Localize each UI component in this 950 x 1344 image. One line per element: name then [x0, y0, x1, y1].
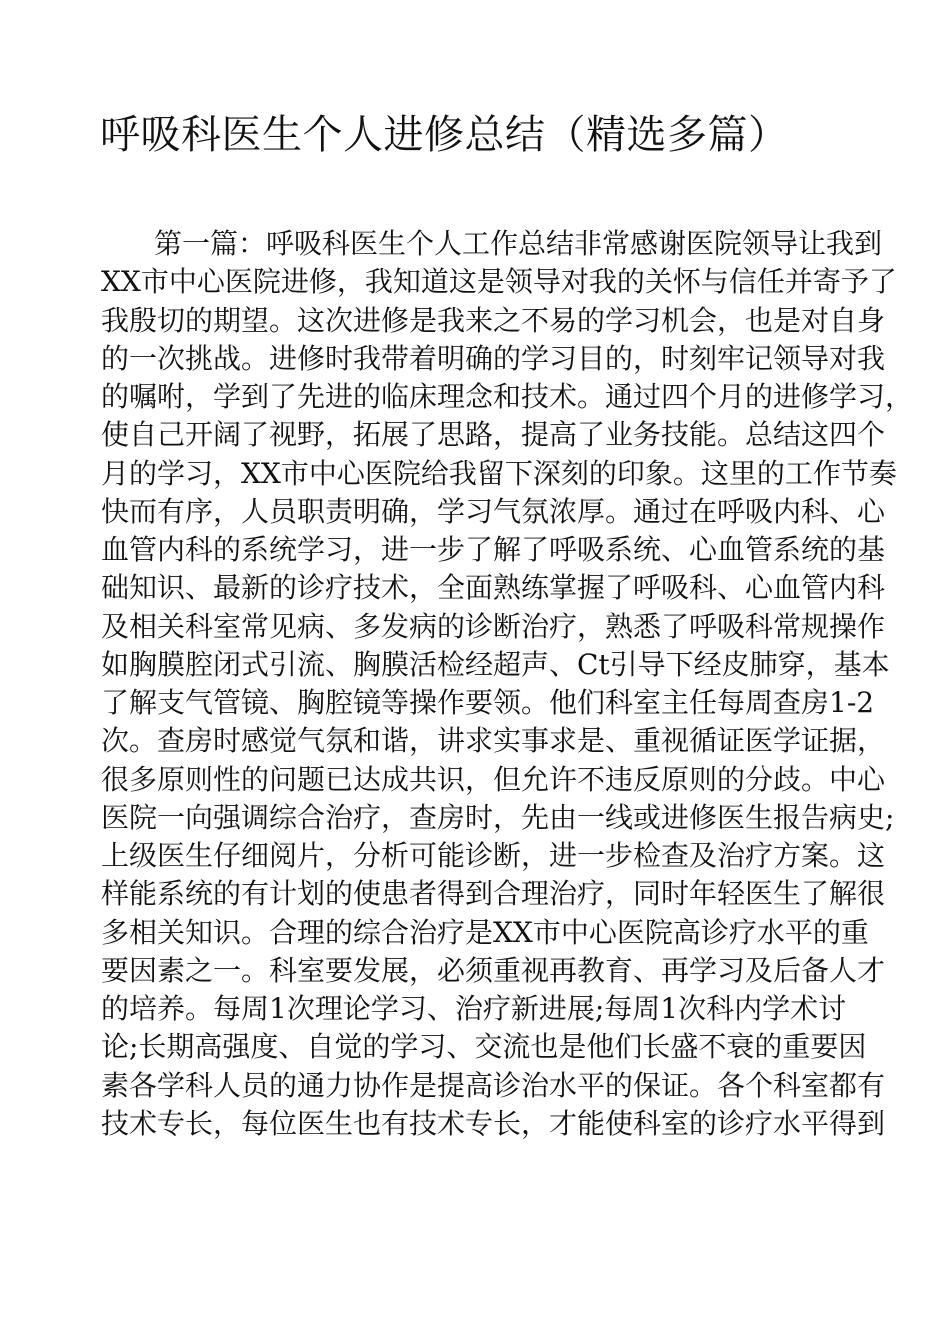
body-line: 上级医生仔细阅片，分析可能诊断，进一步检查及治疗方案。这 — [101, 839, 886, 872]
body-line: XX市中心医院进修，我知道这是领导对我的关怀与信任并寄予了 — [101, 265, 897, 299]
body-line: 样能系统的有计划的使患者得到合理治疗，同时年轻医生了解很 — [101, 877, 886, 911]
body-line: 要因素之一。科室要发展，必须重视再教育、再学习及后备人才 — [101, 953, 886, 987]
body-line: 多相关知识。合理的综合治疗是XX市中心医院高诊疗水平的重 — [101, 915, 869, 949]
body-line: 技术专长，每位医生也有技术专长，才能使科室的诊疗水平得到 — [101, 1106, 886, 1140]
body-line: 血管内科的系统学习，进一步了解了呼吸系统、心血管系统的基 — [101, 533, 886, 566]
body-line: 的一次挑战。进修时我带着明确的学习目的，时刻牢记领导对我 — [101, 341, 886, 375]
body-line: 础知识、最新的诊疗技术，全面熟练掌握了呼吸科、心血管内科 — [101, 571, 886, 605]
body-line: 素各学科人员的通力协作是提高诊治水平的保证。各个科室都有 — [101, 1068, 886, 1102]
body-line: 月的学习，XX市中心医院给我留下深刻的印象。这里的工作节奏 — [101, 456, 897, 490]
body-line: 论;长期高强度、自觉的学习、交流也是他们长盛不衰的重要因 — [101, 1030, 867, 1064]
body-line: 了解支气管镜、胸腔镜等操作要领。他们科室主任每周查房1-2 — [101, 686, 875, 719]
body-line: 第一篇：呼吸科医生个人工作总结非常感谢医院领导让我到 — [154, 227, 883, 260]
body-line: 使自己开阔了视野，拓展了思路，提高了业务技能。总结这四个 — [101, 418, 886, 452]
body-line: 快而有序，人员职责明确，学习气氛浓厚。通过在呼吸内科、心 — [101, 494, 886, 528]
body-line: 很多原则性的问题已达成共识，但允许不违反原则的分歧。中心 — [101, 762, 886, 796]
body-line: 如胸膜腔闭式引流、胸膜活检经超声、Ct引导下经皮肺穿，基本 — [101, 647, 890, 681]
body-line: 次。查房时感觉气氛和谐，讲求实事求是、重视循证医学证据， — [101, 724, 886, 758]
document-title: 呼吸科医生个人进修总结（精选多篇） — [100, 112, 789, 158]
document-body — [101, 225, 914, 1143]
body-line: 医院一向强调综合治疗，查房时，先由一线或进修医生报告病史; — [101, 800, 895, 834]
body-line: 的培养。每周1次理论学习、治疗新进展;每周1次科内学术讨 — [101, 992, 847, 1025]
body-line: 的嘱咐，学到了先进的临床理念和技术。通过四个月的进修学习， — [101, 380, 914, 413]
body-line: 我殷切的期望。这次进修是我来之不易的学习机会，也是对自身 — [101, 303, 886, 337]
body-line: 及相关科室常见病、多发病的诊断治疗，熟悉了呼吸科常规操作 — [101, 609, 886, 643]
